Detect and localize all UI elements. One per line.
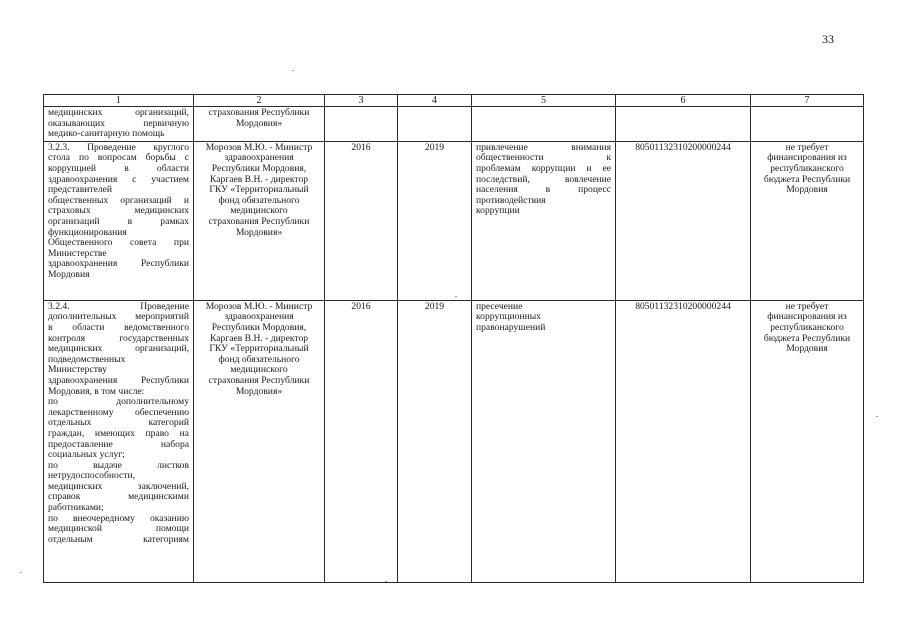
action-plan-table bbox=[43, 94, 864, 583]
page-number: 33 bbox=[822, 32, 834, 46]
cell-text-line: медико-санитарную помощь bbox=[48, 128, 165, 140]
cell-text-line: организаций в рамках bbox=[48, 215, 189, 227]
cell-text-line: Мордовия bbox=[786, 343, 828, 355]
cell-text-line: ГКУ «Территориальный bbox=[209, 184, 309, 196]
cell-text-line: коррупционных bbox=[476, 311, 541, 323]
goal-cell bbox=[472, 300, 616, 582]
cell-text-line: медицинских заключений, bbox=[48, 480, 189, 492]
cell-text-line: фонд обязательного bbox=[218, 353, 300, 365]
cell-text-line: не требует bbox=[785, 300, 829, 312]
funding-cell bbox=[751, 107, 864, 142]
cell-text-line: Мордовия» bbox=[235, 385, 283, 397]
cell-text-line: по выдаче листков bbox=[48, 459, 189, 471]
cell-text-line: населения в процесс bbox=[476, 184, 611, 196]
cell-text-line: общественности к bbox=[476, 152, 611, 164]
cell-text-line: Министерству bbox=[48, 364, 107, 376]
cell-text-line: лекарственному обеспечению bbox=[48, 406, 189, 418]
cell-text-line: Мордовия bbox=[786, 184, 828, 196]
cell-text-line: здравоохранения bbox=[224, 311, 294, 323]
cell-text-line: медицинской помощи bbox=[48, 523, 189, 535]
cell-text-line: контроля государственных bbox=[48, 332, 189, 344]
responsible-cell bbox=[194, 107, 325, 142]
start-year-cell: 2016 bbox=[325, 141, 398, 300]
cell-text-line: здравоохранения Республики bbox=[48, 258, 189, 270]
cell-text-line: 3.2.3. Проведение круглого bbox=[48, 141, 189, 153]
table-row bbox=[44, 107, 864, 142]
table-row bbox=[44, 300, 864, 582]
column-number-3: 3 bbox=[325, 95, 398, 107]
end-year-cell: 2019 bbox=[398, 141, 472, 300]
cell-text-line: страхования Республики bbox=[208, 215, 310, 227]
cell-text-line: коррупции bbox=[476, 205, 520, 217]
cell-text-line: Каргаев В.Н. - директор bbox=[209, 173, 309, 185]
cell-text-line: ГКУ «Территориальный bbox=[209, 343, 309, 355]
cell-text-line: правонарушений bbox=[476, 321, 546, 333]
end-year-cell: 2019 bbox=[398, 300, 472, 582]
responsible-cell bbox=[194, 141, 325, 300]
cell-text-line: Мордовия» bbox=[235, 226, 283, 238]
cell-text-line: бюджета Республики bbox=[763, 332, 851, 344]
cell-text-line: коррупцией в области bbox=[48, 162, 189, 174]
cell-text-line: оказывающих первичную bbox=[48, 117, 189, 129]
cell-text-line: страхования Республики bbox=[208, 374, 310, 386]
cell-text-line: бюджета Республики bbox=[763, 173, 851, 185]
cell-text-line: Мордовия, в том числе: bbox=[48, 385, 145, 397]
responsible-cell bbox=[194, 300, 325, 582]
cell-text-line: представителей bbox=[48, 184, 113, 196]
cell-text-line: социальных услуг; bbox=[48, 449, 125, 461]
start-year-cell: 2016 bbox=[325, 300, 398, 582]
column-number-1: 1 bbox=[44, 95, 194, 107]
cell-text-line: противодействия bbox=[476, 194, 546, 206]
cell-text-line: страхования Республики bbox=[208, 107, 310, 118]
scan-speck bbox=[385, 581, 387, 582]
end-year-cell bbox=[398, 107, 472, 142]
scan-speck bbox=[20, 572, 22, 573]
cell-text-line: Морозов М.Ю. - Министр bbox=[205, 300, 313, 312]
budget-code-cell bbox=[616, 107, 751, 142]
cell-text-line: здравоохранения bbox=[224, 152, 294, 164]
cell-text-line: нетрудоспособности, bbox=[48, 470, 135, 482]
cell-text-line: справок медицинскими bbox=[48, 491, 189, 503]
table-row bbox=[44, 141, 864, 300]
cell-text-line: страховых медицинских bbox=[48, 205, 189, 217]
column-number-4: 4 bbox=[398, 95, 472, 107]
cell-text-line: здравоохранения с участием bbox=[48, 173, 189, 185]
cell-text-line: республиканского bbox=[770, 321, 844, 333]
cell-text-line: Общественного совета при bbox=[48, 237, 189, 249]
cell-text-line: финансирования из bbox=[767, 311, 847, 323]
goal-cell bbox=[472, 141, 616, 300]
scan-speck bbox=[876, 416, 878, 417]
column-number-5: 5 bbox=[472, 95, 616, 107]
cell-text-line: дополнительных мероприятий bbox=[48, 311, 189, 323]
start-year-cell bbox=[325, 107, 398, 142]
cell-text-line: Морозов М.Ю. - Министр bbox=[205, 141, 313, 153]
funding-cell bbox=[751, 141, 864, 300]
cell-text-line: стола по вопросам борьбы с bbox=[48, 152, 189, 164]
column-number-2: 2 bbox=[194, 95, 325, 107]
cell-text-line: 3.2.4. Проведение bbox=[48, 300, 189, 312]
column-number-7: 7 bbox=[751, 95, 864, 107]
cell-text-line: Мордовия» bbox=[235, 117, 283, 129]
cell-text-line: пресечение bbox=[476, 300, 523, 312]
cell-text-line: Каргаев В.Н. - директор bbox=[209, 332, 309, 344]
cell-text-line: привлечение внимания bbox=[476, 141, 611, 153]
cell-text-line: здравоохранения Республики bbox=[48, 374, 189, 386]
cell-text-line: по внеочередному оказанию bbox=[48, 512, 189, 524]
cell-text-line: фонд обязательного bbox=[218, 194, 300, 206]
cell-text-line: медицинских организаций, bbox=[48, 107, 189, 118]
cell-text-line: последствий, вовлечение bbox=[476, 173, 611, 185]
cell-text-line: республиканского bbox=[770, 162, 844, 174]
column-number-6: 6 bbox=[616, 95, 751, 107]
scan-speck bbox=[292, 70, 294, 71]
cell-text-line: медицинского bbox=[230, 205, 288, 217]
measure-cell bbox=[44, 141, 194, 300]
cell-text-line: проблемам коррупции и ее bbox=[476, 162, 611, 174]
cell-text-line: по дополнительному bbox=[48, 396, 189, 408]
table-header-row bbox=[44, 95, 864, 107]
cell-text-line: граждан, имеющих право на bbox=[48, 427, 189, 439]
cell-text-line: Мордовия bbox=[48, 268, 90, 280]
cell-text-line: подведомственных bbox=[48, 353, 126, 365]
cell-text-line: отдельным категориям bbox=[48, 533, 189, 545]
cell-text-line: предоставление набора bbox=[48, 438, 189, 450]
cell-text-line: функционирования bbox=[48, 226, 127, 238]
scan-speck bbox=[455, 296, 457, 297]
budget-code-cell: 80501132310200000244 bbox=[616, 300, 751, 582]
cell-text-line: медицинских организаций, bbox=[48, 343, 189, 355]
goal-cell bbox=[472, 107, 616, 142]
cell-text-line: медицинского bbox=[230, 364, 288, 376]
cell-text-line: Республики Мордовия, bbox=[211, 321, 307, 333]
cell-text-line: Министерстве bbox=[48, 247, 107, 259]
cell-text-line: общественных организаций и bbox=[48, 194, 189, 206]
funding-cell bbox=[751, 300, 864, 582]
cell-text-line: работниками; bbox=[48, 502, 104, 514]
cell-text-line: Республики Мордовия, bbox=[211, 162, 307, 174]
measure-cell bbox=[44, 107, 194, 142]
cell-text-line: финансирования из bbox=[767, 152, 847, 164]
measure-cell bbox=[44, 300, 194, 582]
cell-text-line: отдельных категорий bbox=[48, 417, 189, 429]
budget-code-cell: 80501132310200000244 bbox=[616, 141, 751, 300]
cell-text-line: не требует bbox=[785, 141, 829, 153]
cell-text-line: в области ведомственного bbox=[48, 321, 189, 333]
